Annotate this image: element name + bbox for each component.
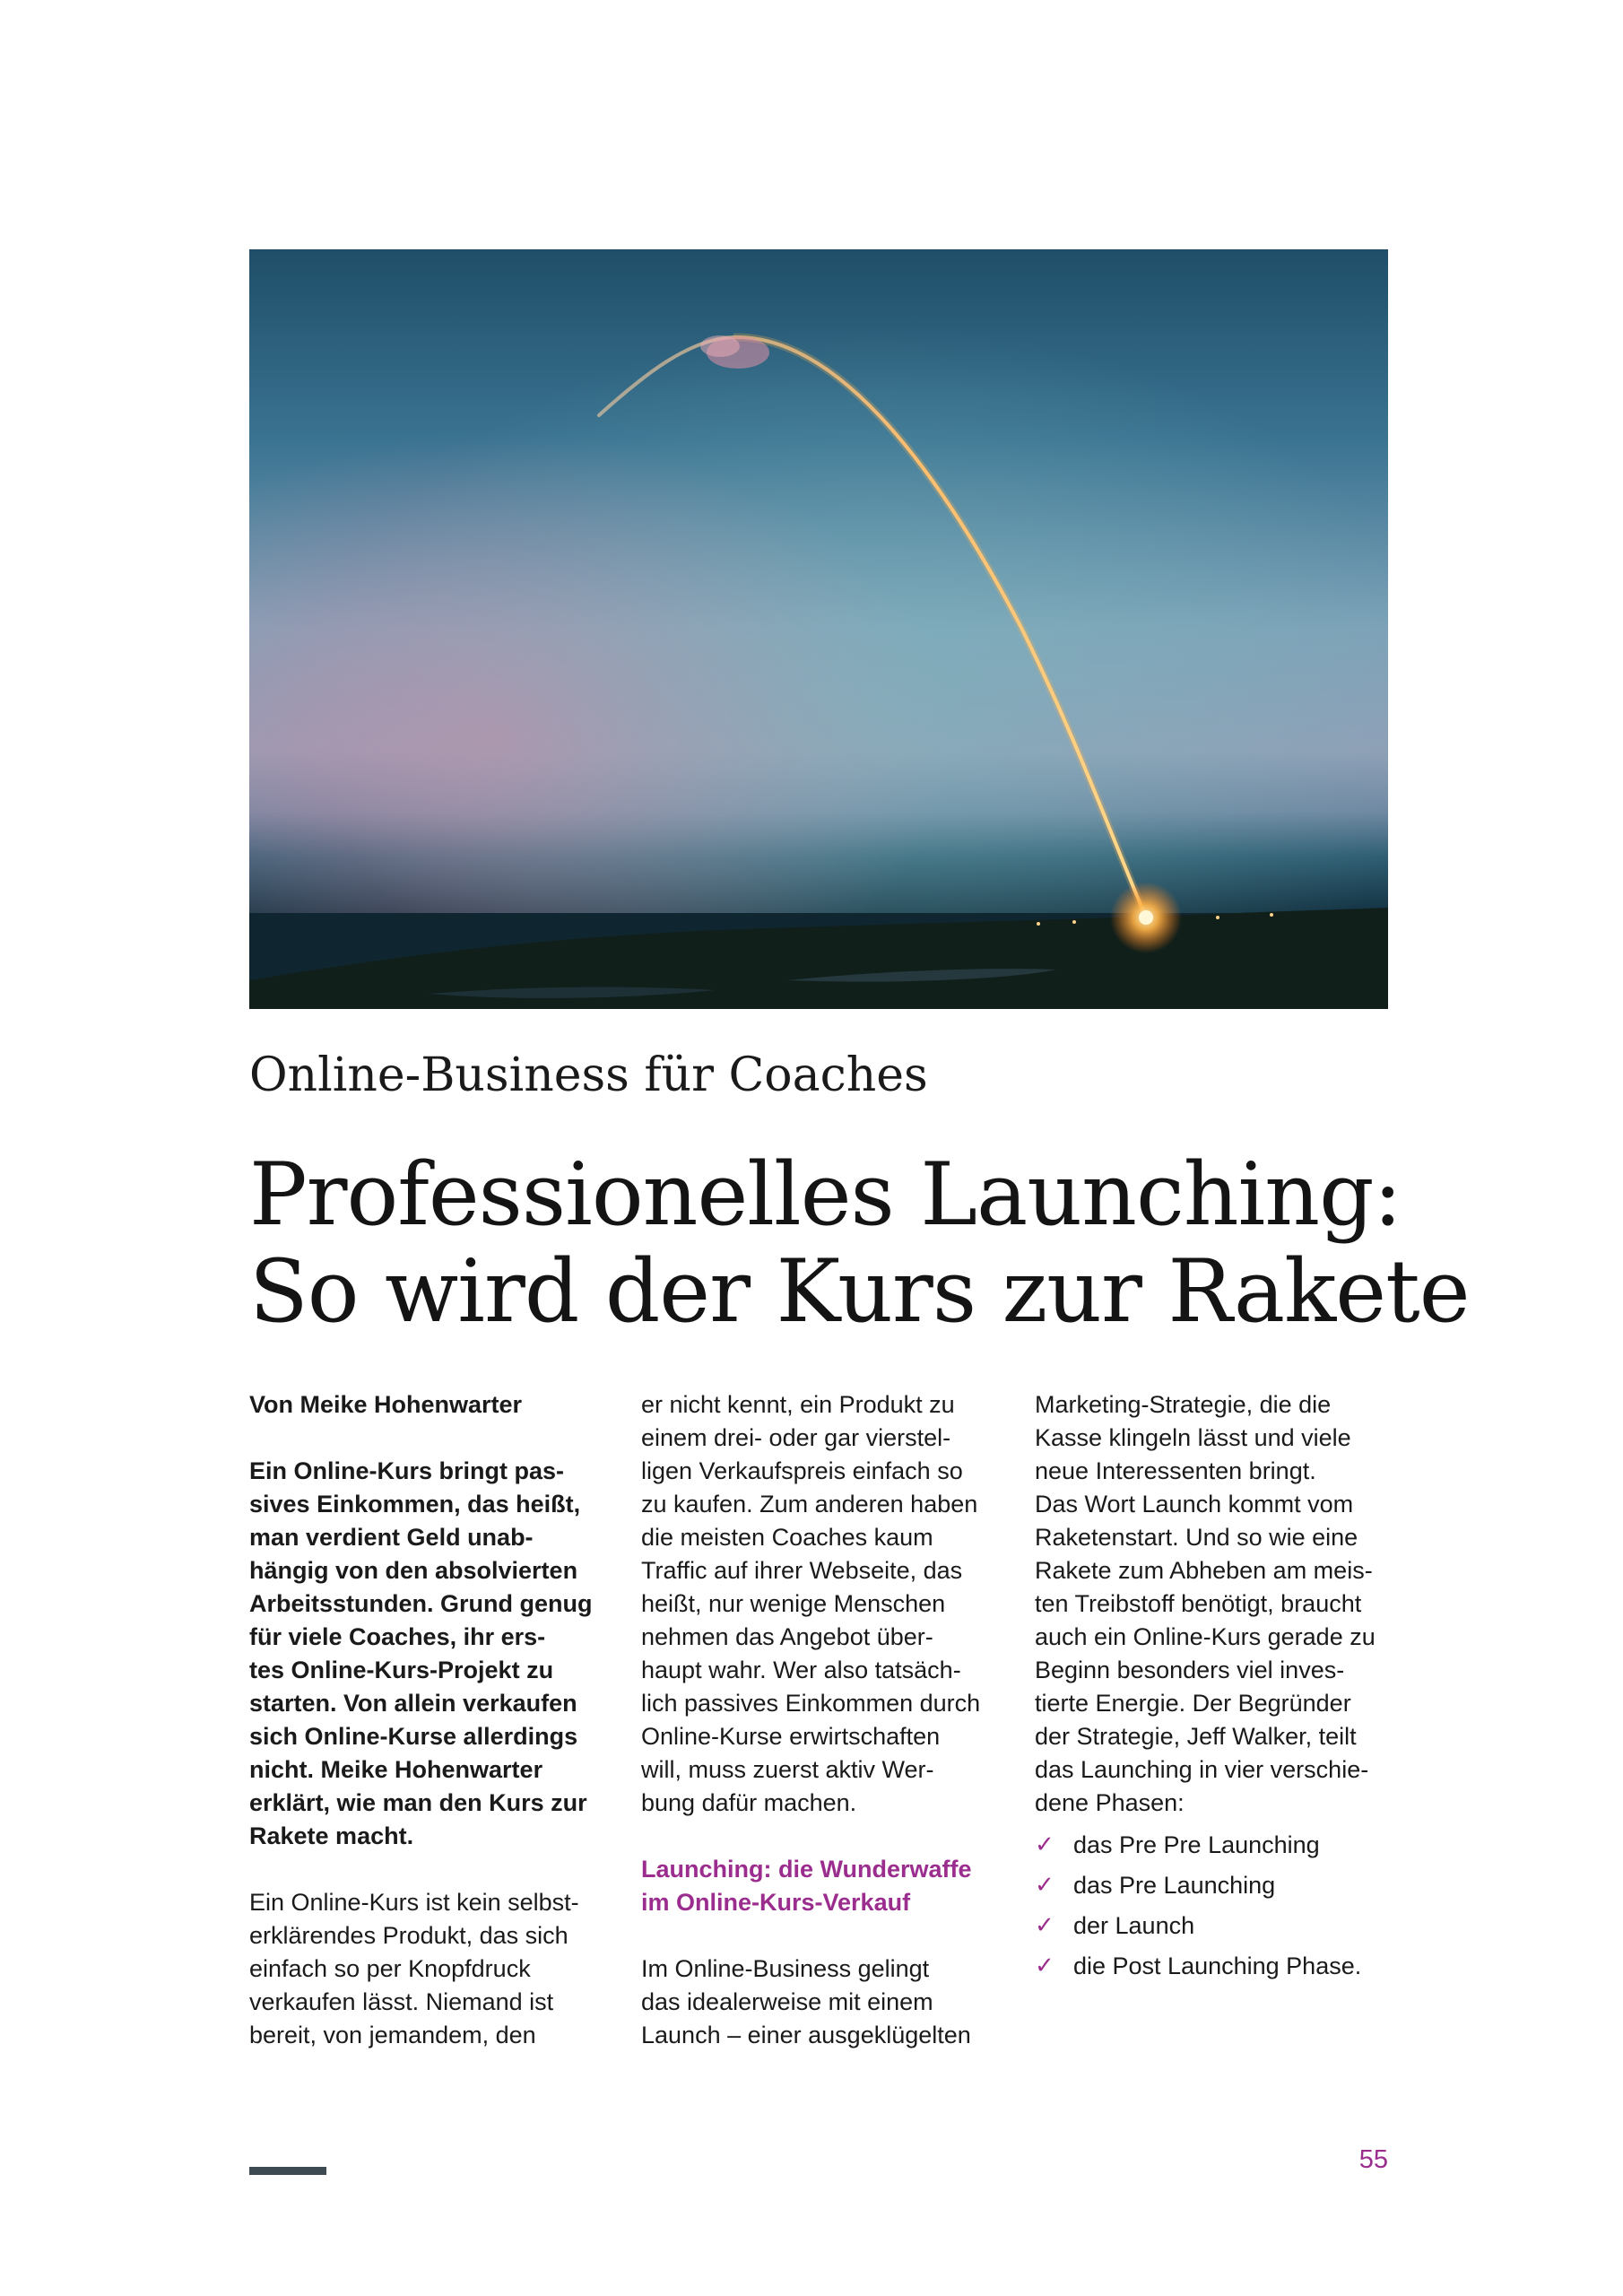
lead-line: Rakete macht. [249, 1822, 414, 1849]
body-line: einfach so per Knopfdruck [249, 1955, 531, 1982]
list-item-label: die Post Launching Phase. [1073, 1952, 1362, 1979]
body-line: tierte Energie. Der Begründer [1035, 1690, 1351, 1717]
list-item [1035, 1829, 1404, 1862]
body-paragraph-1 [249, 1886, 619, 2052]
lead-line: man verdient Geld unab- [249, 1524, 534, 1551]
lead-line: Ein Online-Kurs bringt pas- [249, 1457, 565, 1484]
article-title-line-1: Professionelles Launching: [249, 1144, 1402, 1245]
body-line: erklärendes Produkt, das sich [249, 1922, 568, 1949]
list-item-label: das Pre Pre Launching [1073, 1831, 1320, 1858]
body-paragraph-1-continued [641, 1388, 1011, 1820]
list-item-label: das Pre Launching [1073, 1872, 1276, 1899]
byline-text: Von Meike Hohenwarter [249, 1391, 523, 1418]
lead-line: für viele Coaches, ihr ers- [249, 1623, 546, 1650]
body-line: Im Online-Business gelingt [641, 1955, 930, 1982]
body-line: das idealerweise mit einem [641, 1988, 933, 2015]
body-line: ligen Verkaufspreis einfach so [641, 1457, 963, 1484]
body-line: haupt wahr. Wer also tatsäch- [641, 1657, 961, 1683]
page-number: 55 [1358, 2145, 1388, 2174]
article-kicker: Online-Business für Coaches [249, 1048, 928, 1102]
author-byline [249, 1388, 619, 1422]
subheading-line: Launching: die Wunderwaffe [641, 1856, 972, 1883]
list-item [1035, 1869, 1404, 1902]
text-column-3 [1035, 1388, 1404, 1990]
lead-line: starten. Von allein verkaufen [249, 1690, 577, 1717]
text-column-2 [641, 1388, 1011, 2052]
body-line: bung dafür machen. [641, 1789, 857, 1816]
check-icon: ✓ [1035, 1952, 1055, 1979]
body-line: das Launching in vier verschie- [1035, 1756, 1369, 1783]
body-line: verkaufen lässt. Niemand ist [249, 1988, 554, 2015]
body-line: nehmen das Angebot über- [641, 1623, 933, 1650]
body-line: Ein Online-Kurs ist kein selbst- [249, 1889, 579, 1916]
list-item [1035, 1909, 1404, 1943]
body-line: neue Interessenten bringt. [1035, 1457, 1316, 1484]
body-paragraph-2-continued [1035, 1388, 1404, 1820]
lead-line: tes Online-Kurs-Projekt zu [249, 1657, 554, 1683]
body-line: einem drei- oder gar vierstel- [641, 1424, 951, 1451]
body-line: Rakete zum Abheben am meis- [1035, 1557, 1373, 1584]
text-column-1 [249, 1388, 619, 2052]
body-paragraph-2 [641, 1952, 1011, 2052]
list-item [1035, 1950, 1404, 1983]
lead-line: erklärt, wie man den Kurs zur [249, 1789, 587, 1816]
body-line: lich passives Einkommen durch [641, 1690, 981, 1717]
body-line: Raketenstart. Und so wie eine [1035, 1524, 1358, 1551]
body-line: Marketing-Strategie, die die [1035, 1391, 1332, 1418]
body-line: die meisten Coaches kaum [641, 1524, 933, 1551]
launch-phases-list [1035, 1829, 1404, 1983]
lead-line: hängig von den absolvierten [249, 1557, 578, 1584]
body-line: bereit, von jemandem, den [249, 2022, 536, 2048]
body-line: dene Phasen: [1035, 1789, 1185, 1816]
check-icon: ✓ [1035, 1872, 1055, 1899]
lead-line: sives Einkommen, das heißt, [249, 1491, 581, 1518]
body-line: Traffic auf ihrer Webseite, das [641, 1557, 963, 1584]
body-line: will, muss zuerst aktiv Wer- [641, 1756, 934, 1783]
body-line: auch ein Online-Kurs gerade zu [1035, 1623, 1376, 1650]
lead-line: Arbeitsstunden. Grund genug [249, 1590, 593, 1617]
body-line: Online-Kurse erwirtschaften [641, 1723, 941, 1750]
body-line: Beginn besonders viel inves- [1035, 1657, 1345, 1683]
body-line: der Strategie, Jeff Walker, teilt [1035, 1723, 1357, 1750]
article-title [249, 1144, 1470, 1342]
article-title-line-2: So wird der Kurs zur Rakete [249, 1241, 1470, 1342]
subheading-line: im Online-Kurs-Verkauf [641, 1889, 911, 1916]
body-line: er nicht kennt, ein Produkt zu [641, 1391, 955, 1418]
body-line: Kasse klingeln lässt und viele [1035, 1424, 1351, 1451]
check-icon: ✓ [1035, 1912, 1055, 1939]
section-subheading [641, 1853, 1011, 1919]
body-line: heißt, nur wenige Menschen [641, 1590, 946, 1617]
body-line: Das Wort Launch kommt vom [1035, 1491, 1354, 1518]
check-icon: ✓ [1035, 1831, 1055, 1858]
lead-line: nicht. Meike Hohenwarter [249, 1756, 543, 1783]
footer-divider-bar [249, 2167, 326, 2175]
lead-line: sich Online-Kurse allerdings [249, 1723, 578, 1750]
body-line: ten Treibstoff benötigt, braucht [1035, 1590, 1362, 1617]
list-item-label: der Launch [1073, 1912, 1195, 1939]
hero-photo-rocket-launch [249, 249, 1388, 1009]
body-line: zu kaufen. Zum anderen haben [641, 1491, 978, 1518]
body-line: Launch – einer ausgeklügelten [641, 2022, 971, 2048]
article-lead [249, 1455, 619, 1853]
